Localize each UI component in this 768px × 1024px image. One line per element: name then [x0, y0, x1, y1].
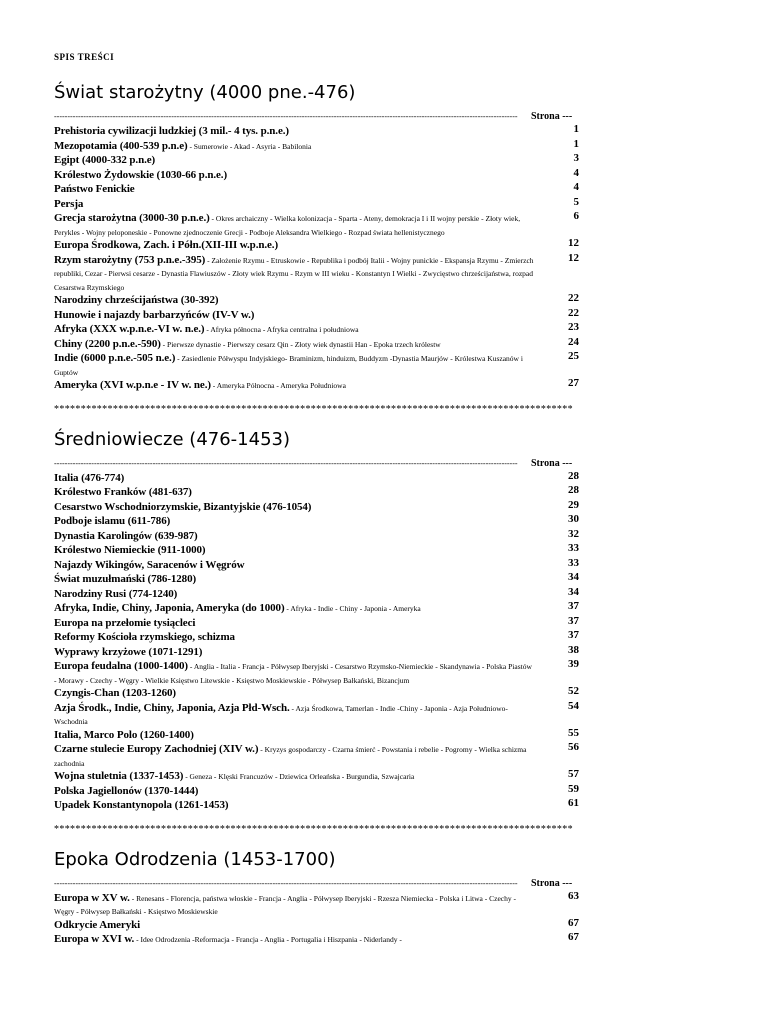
entry-title: Prehistoria cywilizacji ludzkiej (3 mil.- 4 tys. p.n.e.) [54, 125, 289, 137]
toc-entry[interactable] [54, 514, 594, 529]
toc-entry[interactable] [54, 742, 594, 769]
section-ancient-world [54, 82, 594, 393]
entry-page-number: 37 [568, 614, 579, 627]
entry-title: Czyngis-Chan (1203-1260) [54, 687, 176, 699]
entry-subtopics: - Idee Odrodzenia -Reformacja - Francja - Anglia - Portugalia i Hiszpania - Niderlandy - [134, 935, 402, 944]
entry-subtopics: - Okres archaiczny - Wielka kolonizacja - Sparta - Ateny, demokracja I i II wojny perskie - Złoty wiek, Perykles - Wojny peloponeskie - Ponowne zjednoczenie Grecji - Podboje Aleksandra Wielkiego - Rozpad świata hellenistycznego [54, 214, 521, 237]
entry-page-number: 28 [568, 469, 579, 482]
entry-page-number: 67 [568, 916, 579, 929]
entry-subtopics: - Anglia - Italia - Francja - Półwysep Iberyjski - Cesarstwo Rzymsko-Niemieckie - Skandynawia - Polska Piastów - Morawy - Czechy - Węgry - Wielkie Księstwo Litewskie - Księstwo Moskiewskie - Półwysep Bałkański, Bizancjum [54, 662, 532, 685]
entry-page-number: 22 [568, 292, 579, 304]
toc-entry[interactable] [54, 124, 594, 139]
toc-page [54, 52, 594, 947]
toc-entry[interactable] [54, 529, 594, 544]
entry-page-number: 3 [573, 152, 579, 164]
entry-subtopics: - Azja Środkowa, Tamerlan - Indie -Chiny - Japonia - Azja Południowo-Wschodnia [54, 703, 508, 726]
entry-page-number: 1 [573, 137, 579, 150]
toc-entry[interactable] [54, 769, 594, 784]
toc-entry[interactable] [54, 238, 594, 253]
toc-entry[interactable] [54, 616, 594, 631]
entry-page-number: 24 [568, 335, 579, 348]
entry-page-number: 61 [568, 797, 579, 809]
entry-subtopics: - Założenie Rzymu - Etruskowie - Republika i podbój Italii - Wojny punickie - Ekspansja Rzymu - Zmierzch republiki, Cezar - Pierwsi cesarze - Dynastia Flawiuszów - Złoty wiek Rzymu - Rzym w III wieku - Konstantyn I Wielki - Zwycięstwo chrześcijaństwa, rozpad Cesarstwa Rzymskiego [54, 255, 534, 292]
entry-list [54, 471, 594, 813]
toc-entry[interactable] [54, 500, 594, 515]
entry-page-number: 23 [568, 321, 579, 333]
toc-entry[interactable] [54, 601, 594, 616]
entry-page-number: 5 [573, 195, 579, 208]
section-title: Średniowiecze (476-1453) [54, 428, 290, 450]
toc-entry[interactable] [54, 572, 594, 587]
entry-page-number: 34 [568, 585, 579, 598]
dashed-rule: ------------------------------------------------------------------------------------------------------------------------------------------------------------------------------ [54, 458, 518, 468]
entry-title: Odkrycie Ameryki [54, 918, 141, 931]
toc-entry[interactable] [54, 891, 594, 918]
toc-entry[interactable] [54, 168, 594, 183]
entry-page-number: 39 [568, 658, 579, 670]
toc-entry[interactable] [54, 798, 594, 813]
toc-entry[interactable] [54, 322, 594, 337]
toc-entry[interactable] [54, 182, 594, 197]
page-column-label: Strona --- [531, 877, 573, 889]
entry-title: Królestwo Niemieckie (911-1000) [54, 544, 206, 556]
entry-page-number: 37 [568, 629, 579, 641]
toc-entry[interactable] [54, 645, 594, 660]
entry-title: Najazdy Wikingów, Saracenów i Węgrów [54, 558, 245, 571]
section-renaissance [54, 849, 594, 947]
page-column-header [54, 877, 594, 891]
entry-page-number: 12 [568, 237, 579, 249]
toc-entry[interactable] [54, 308, 594, 323]
toc-entry[interactable] [54, 485, 594, 500]
entry-page-number: 52 [568, 685, 579, 697]
entry-page-number: 6 [573, 210, 579, 222]
toc-entry[interactable] [54, 293, 594, 308]
entry-title: Persja [54, 197, 84, 210]
entry-title: Chiny (2200 p.n.e.-590) [54, 337, 161, 350]
toc-entry[interactable] [54, 918, 594, 933]
toc-entry[interactable] [54, 337, 594, 352]
entry-title: Wyprawy krzyżowe (1071-1291) [54, 645, 203, 658]
entry-title: Cesarstwo Wschodniorzymskie, Bizantyjskie (476-1054) [54, 500, 312, 513]
entry-title: Upadek Konstantynopola (1261-1453) [54, 799, 229, 811]
entry-title: Europa na przełomie tysiącleci [54, 616, 196, 629]
entry-page-number: 67 [568, 931, 579, 943]
toc-entry[interactable] [54, 784, 594, 799]
entry-subtopics: - Afryka północna - Afryka centralna i południowa [204, 325, 359, 334]
entry-subtopics: - Sumerowie - Akad - Asyria - Babilonia [187, 141, 312, 151]
dashed-rule: ------------------------------------------------------------------------------------------------------------------------------------------------------------------------------ [54, 878, 518, 888]
entry-page-number: 33 [568, 556, 579, 569]
entry-title: Podboje islamu (611-786) [54, 515, 171, 527]
entry-title: Rzym starożytny (753 p.n.e.-395) [54, 253, 206, 266]
toc-entry[interactable] [54, 153, 594, 168]
entry-subtopics: - Afryka - Indie - Chiny - Japonia - Ameryka [284, 604, 421, 613]
toc-entry[interactable] [54, 659, 594, 686]
toc-entry[interactable] [54, 701, 594, 728]
entry-title: Europa w XV w. [54, 891, 130, 904]
page-column-label: Strona --- [531, 111, 573, 122]
entry-subtopics: - Ameryka Północna - Ameryka Południowa [210, 381, 346, 390]
entry-page-number: 57 [568, 768, 579, 780]
toc-entry[interactable] [54, 686, 594, 701]
toc-entry[interactable] [54, 211, 594, 238]
entry-page-number: 29 [568, 498, 579, 511]
entry-title: Europa w XVI w. [54, 933, 135, 945]
entry-page-number: 59 [568, 782, 579, 795]
entry-page-number: 63 [568, 889, 579, 902]
entry-page-number: 38 [568, 643, 579, 656]
entry-subtopics: - Renesans - Florencja, państwa włoskie - Francja - Anglia - Półwysep Iberyjski - Rzesza Niemiecka - Polska i Litwa - Czechy - Węgry - Półwysep Bałkański - Księstwo Moskiewskie [54, 893, 516, 916]
page-column-label: Strona --- [531, 457, 573, 469]
entry-subtopics: - Pierwsze dynastie - Pierwszy cesarz Qin - Złoty wiek dynastii Han - Epoka trzech królestw [160, 339, 441, 349]
toc-entry[interactable] [54, 558, 594, 573]
star-separator: ************************************************************************************************* [54, 824, 573, 835]
entry-title: Polska Jagiellonów (1370-1444) [54, 784, 199, 797]
entry-title: Indie (6000 p.n.e.-505 n.e.) [54, 352, 176, 364]
entry-title: Narodziny chrześcijaństwa (30-392) [54, 294, 219, 306]
entry-page-number: 37 [568, 600, 579, 612]
toc-entry[interactable] [54, 253, 594, 294]
document-label: SPIS TREŚCI [54, 52, 115, 62]
section-middle-ages [54, 429, 594, 813]
entry-title: Mezopotamia (400-539 p.n.e) [54, 139, 188, 152]
entry-list [54, 891, 594, 947]
entry-title: Europa feudalna (1000-1400) [54, 660, 188, 672]
toc-entry[interactable] [54, 543, 594, 558]
entry-page-number: 34 [568, 571, 579, 583]
toc-entry[interactable] [54, 351, 594, 378]
entry-title: Hunowie i najazdy barbarzyńców (IV-V w.) [54, 308, 255, 321]
toc-entry[interactable] [54, 728, 594, 743]
entry-title: Italia (476-774) [54, 471, 125, 484]
entry-title: Grecja starożytna (3000-30 p.n.e.) [54, 212, 210, 224]
entry-title: Królestwo Żydowskie (1030-66 p.n.e.) [54, 168, 228, 181]
page-column-header [54, 457, 594, 471]
toc-entry[interactable] [54, 932, 594, 947]
entry-subtopics: - Zasiedlenie Półwyspu Indyjskiego- Braminizm, hinduizm, Buddyzm -Dynastia Maurjów - Królestwa Kuszanów i Guptów [54, 354, 523, 377]
entry-title: Reformy Kościoła rzymskiego, schizma [54, 631, 235, 643]
section-title: Świat starożytny (4000 pne.-476) [54, 82, 356, 103]
entry-title: Narodziny Rusi (774-1240) [54, 587, 178, 600]
entry-title: Azja Środk., Indie, Chiny, Japonia, Azja Płd-Wsch. [54, 701, 290, 714]
entry-title: Egipt (4000-332 p.n.e) [54, 154, 156, 166]
entry-title: Państwo Fenickie [54, 183, 135, 195]
entry-title: Świat muzułmański (786-1280) [54, 573, 197, 585]
toc-entry[interactable] [54, 471, 594, 486]
entry-page-number: 1 [573, 123, 579, 135]
entry-page-number: 32 [568, 527, 579, 540]
entry-title: Afryka (XXX w.p.n.e.-VI w. n.e.) [54, 323, 205, 335]
toc-entry[interactable] [54, 139, 594, 154]
star-separator: ************************************************************************************************* [54, 404, 573, 415]
entry-page-number: 25 [568, 350, 579, 362]
entry-title: Europa Środkowa, Zach. i Półn.(XII-III w.p.n.e.) [54, 239, 279, 251]
section-title: Epoka Odrodzenia (1453-1700) [54, 848, 336, 870]
entry-page-number: 12 [568, 251, 579, 264]
entry-title: Ameryka (XVI w.p.n.e - IV w. ne.) [54, 379, 211, 391]
dashed-rule: ------------------------------------------------------------------------------------------------------------------------------------------------------------------------------ [54, 112, 518, 121]
entry-title: Czarne stulecie Europy Zachodniej (XIV w.) [54, 743, 259, 755]
entry-page-number: 22 [568, 306, 579, 319]
entry-page-number: 54 [568, 699, 579, 712]
entry-page-number: 27 [568, 377, 579, 389]
toc-entry[interactable] [54, 587, 594, 602]
page-column-header [54, 110, 594, 124]
entry-title: Afryka, Indie, Chiny, Japonia, Ameryka (do 1000) [54, 602, 285, 614]
entry-title: Dynastia Karolingów (639-987) [54, 529, 198, 542]
toc-entry[interactable] [54, 630, 594, 645]
entry-page-number: 4 [573, 181, 579, 193]
entry-title: Italia, Marco Polo (1260-1400) [54, 728, 194, 741]
entry-title: Wojna stuletnia (1337-1453) [54, 770, 184, 782]
entry-page-number: 4 [573, 166, 579, 179]
entry-page-number: 30 [568, 513, 579, 525]
entry-subtopics: - Geneza - Klęski Francuzów - Dziewica Orleańska - Burgundia, Szwajcaria [183, 772, 415, 781]
entry-page-number: 56 [568, 741, 579, 753]
entry-subtopics: - Kryzys gospodarczy - Czarna śmierć - Powstania i rebelie - Pogromy - Wielka schizma zachodnia [54, 745, 527, 768]
entry-page-number: 55 [568, 726, 579, 739]
entry-page-number: 33 [568, 542, 579, 554]
entry-page-number: 28 [568, 484, 579, 496]
toc-entry[interactable] [54, 197, 594, 212]
entry-list [54, 124, 594, 393]
entry-title: Królestwo Franków (481-637) [54, 486, 192, 498]
toc-entry[interactable] [54, 378, 594, 393]
